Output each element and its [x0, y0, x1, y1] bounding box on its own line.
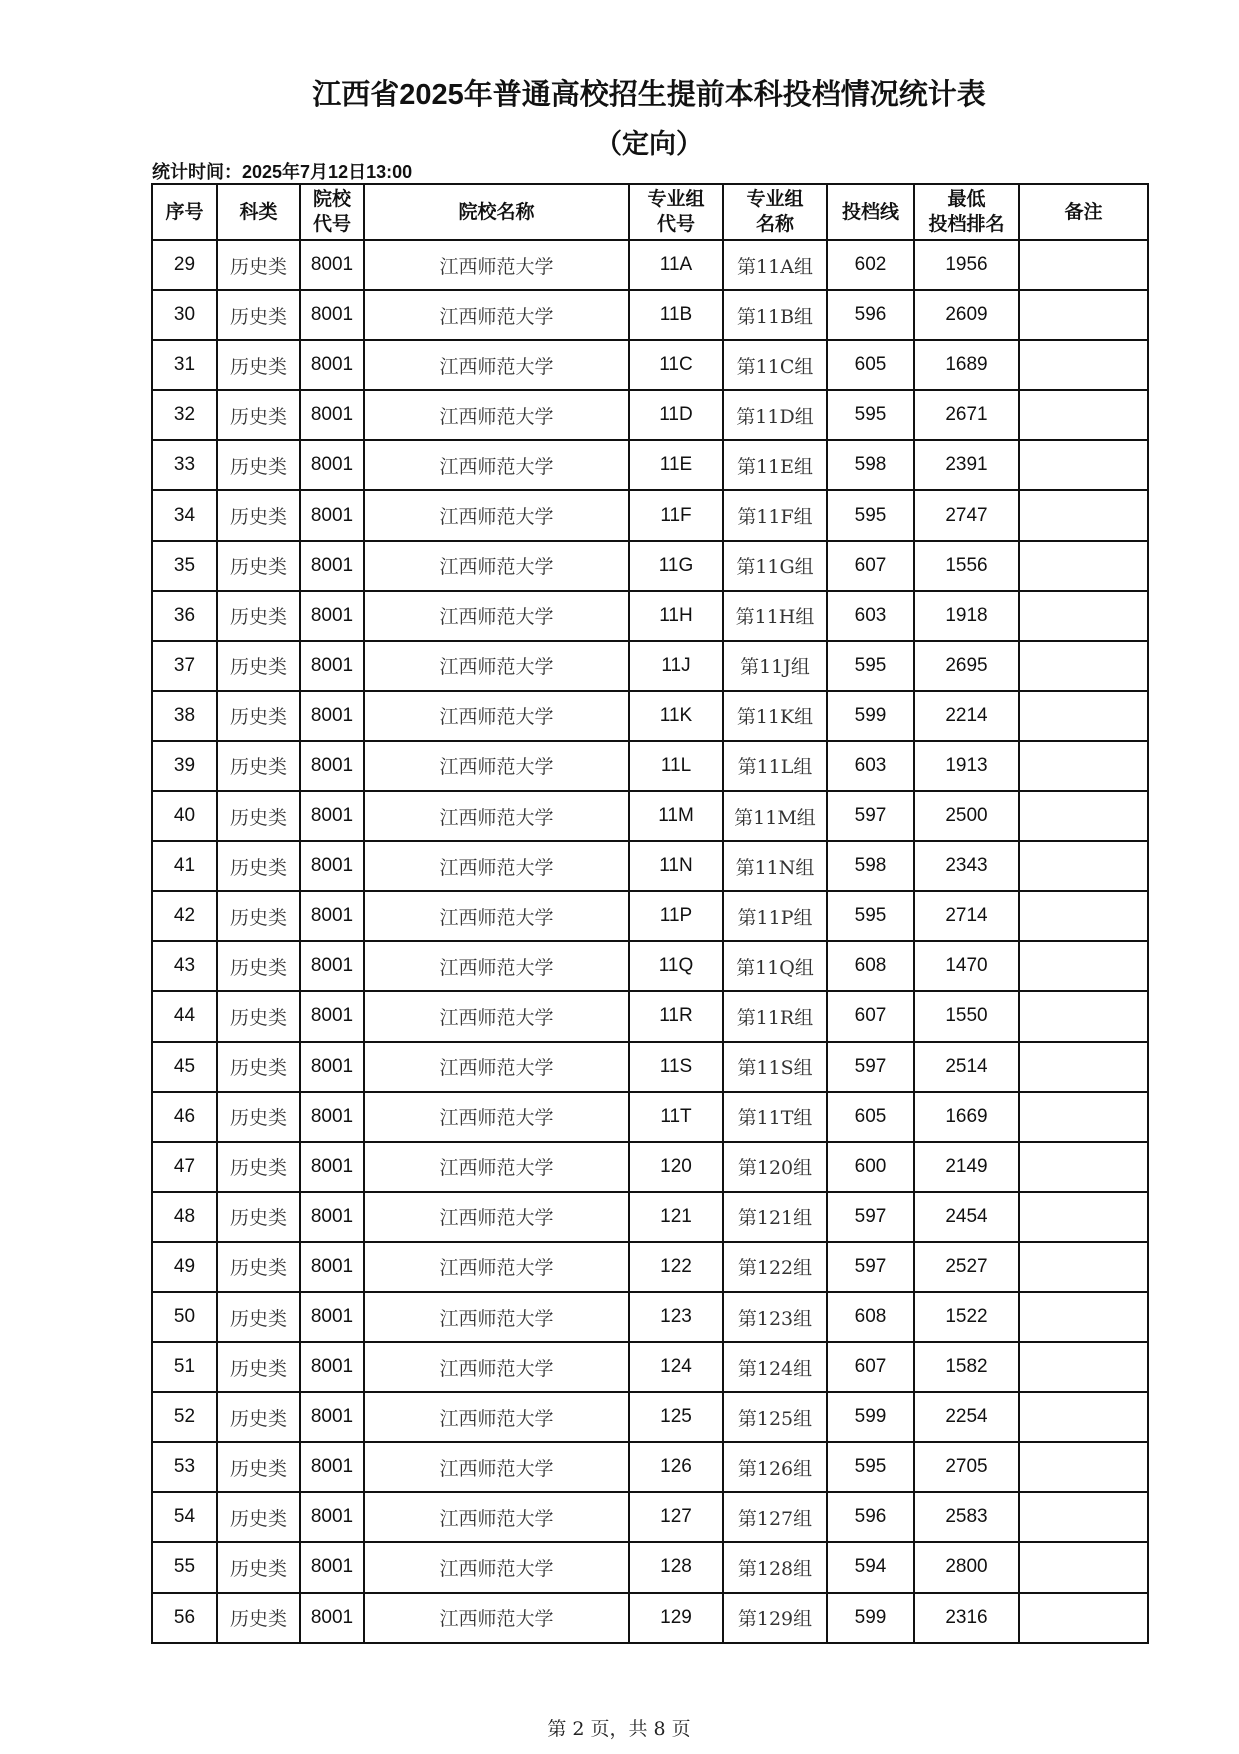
cell-min-rank: 2800: [914, 1542, 1019, 1592]
cell-remark: [1019, 891, 1148, 941]
cell-min-rank: 1918: [914, 591, 1019, 641]
cell-min-rank: 1582: [914, 1342, 1019, 1392]
cell-category: 历史类: [217, 1392, 300, 1442]
table-row: [152, 1442, 1148, 1492]
cell-group-code: 11Q: [629, 941, 723, 991]
cell-group-code: 11A: [629, 240, 723, 290]
cell-remark: [1019, 1492, 1148, 1542]
cell-school-code: 8001: [300, 1542, 364, 1592]
cell-seq: 42: [152, 891, 217, 941]
cell-school-name: 江西师范大学: [364, 1142, 629, 1192]
cell-category: 历史类: [217, 641, 300, 691]
cell-group-name: 第11J组: [723, 641, 827, 691]
cell-seq: 31: [152, 340, 217, 390]
cell-seq: 41: [152, 841, 217, 891]
cell-remark: [1019, 991, 1148, 1041]
cell-school-name: 江西师范大学: [364, 1492, 629, 1542]
cell-group-name: 第11M组: [723, 791, 827, 841]
cell-category: 历史类: [217, 1593, 300, 1643]
cell-remark: [1019, 1442, 1148, 1492]
cell-school-name: 江西师范大学: [364, 841, 629, 891]
cell-cutoff: 597: [827, 1192, 914, 1242]
cell-school-code: 8001: [300, 1042, 364, 1092]
cell-min-rank: 2609: [914, 290, 1019, 340]
cell-seq: 32: [152, 390, 217, 440]
cell-school-name: 江西师范大学: [364, 240, 629, 290]
cell-school-name: 江西师范大学: [364, 440, 629, 490]
cell-remark: [1019, 390, 1148, 440]
cell-cutoff: 602: [827, 240, 914, 290]
cell-cutoff: 608: [827, 1292, 914, 1342]
cell-min-rank: 1522: [914, 1292, 1019, 1342]
cell-seq: 47: [152, 1142, 217, 1192]
cell-group-code: 11E: [629, 440, 723, 490]
cell-cutoff: 596: [827, 290, 914, 340]
cell-group-name: 第126组: [723, 1442, 827, 1492]
stat-time: 统计时间：2025年7月12日13:00: [152, 162, 413, 182]
cell-seq: 55: [152, 1542, 217, 1592]
cell-group-code: 11D: [629, 390, 723, 440]
cell-min-rank: 1550: [914, 991, 1019, 1041]
cell-remark: [1019, 591, 1148, 641]
cell-min-rank: 2454: [914, 1192, 1019, 1242]
cell-group-code: 11P: [629, 891, 723, 941]
cell-category: 历史类: [217, 1242, 300, 1292]
table-row: [152, 1593, 1148, 1643]
cell-category: 历史类: [217, 991, 300, 1041]
cell-group-name: 第11H组: [723, 591, 827, 641]
cell-cutoff: 596: [827, 1492, 914, 1542]
cell-group-code: 124: [629, 1342, 723, 1392]
cell-group-name: 第11N组: [723, 841, 827, 891]
cell-min-rank: 2695: [914, 641, 1019, 691]
cell-seq: 43: [152, 941, 217, 991]
cell-group-code: 11H: [629, 591, 723, 641]
cell-remark: [1019, 490, 1148, 540]
cell-category: 历史类: [217, 390, 300, 440]
cell-school-code: 8001: [300, 340, 364, 390]
cell-group-name: 第11A组: [723, 240, 827, 290]
cell-seq: 52: [152, 1392, 217, 1442]
cell-remark: [1019, 1092, 1148, 1142]
cell-group-code: 123: [629, 1292, 723, 1342]
cell-cutoff: 608: [827, 941, 914, 991]
page-title: 江西省2025年普通高校招生提前本科投档情况统计表: [312, 79, 986, 111]
cell-school-code: 8001: [300, 1192, 364, 1242]
cell-remark: [1019, 240, 1148, 290]
cell-remark: [1019, 290, 1148, 340]
cell-school-name: 江西师范大学: [364, 1542, 629, 1592]
cell-category: 历史类: [217, 741, 300, 791]
cell-remark: [1019, 1242, 1148, 1292]
table-row: [152, 1342, 1148, 1392]
cell-school-code: 8001: [300, 1392, 364, 1442]
cell-seq: 35: [152, 541, 217, 591]
cell-min-rank: 2671: [914, 390, 1019, 440]
cell-min-rank: 2514: [914, 1042, 1019, 1092]
cell-min-rank: 1470: [914, 941, 1019, 991]
cell-group-name: 第11D组: [723, 390, 827, 440]
cell-group-name: 第129组: [723, 1593, 827, 1643]
cell-category: 历史类: [217, 1292, 300, 1342]
cell-school-code: 8001: [300, 1292, 364, 1342]
cell-group-name: 第11B组: [723, 290, 827, 340]
cell-group-code: 11K: [629, 691, 723, 741]
cell-group-code: 11G: [629, 541, 723, 591]
cell-group-code: 11B: [629, 290, 723, 340]
cell-school-code: 8001: [300, 490, 364, 540]
cell-school-name: 江西师范大学: [364, 591, 629, 641]
cell-min-rank: 2214: [914, 691, 1019, 741]
cell-remark: [1019, 841, 1148, 891]
table-row: [152, 591, 1148, 641]
table-row: [152, 1292, 1148, 1342]
header-group-code: 专业组 代号: [629, 184, 723, 240]
cell-school-code: 8001: [300, 891, 364, 941]
table-row: [152, 340, 1148, 390]
table-row: [152, 490, 1148, 540]
cell-remark: [1019, 1342, 1148, 1392]
cell-min-rank: 2583: [914, 1492, 1019, 1542]
cell-school-code: 8001: [300, 440, 364, 490]
cell-min-rank: 1669: [914, 1092, 1019, 1142]
cell-min-rank: 1913: [914, 741, 1019, 791]
cell-seq: 51: [152, 1342, 217, 1392]
cell-group-name: 第11Q组: [723, 941, 827, 991]
cell-seq: 30: [152, 290, 217, 340]
cell-category: 历史类: [217, 440, 300, 490]
table-row: [152, 1192, 1148, 1242]
header-school-name: 院校名称: [364, 184, 629, 240]
cell-school-name: 江西师范大学: [364, 1392, 629, 1442]
cell-school-code: 8001: [300, 1092, 364, 1142]
cell-min-rank: 2254: [914, 1392, 1019, 1442]
table-row: [152, 390, 1148, 440]
cell-school-name: 江西师范大学: [364, 891, 629, 941]
cell-group-code: 11S: [629, 1042, 723, 1092]
cell-school-name: 江西师范大学: [364, 1342, 629, 1392]
cell-school-code: 8001: [300, 1142, 364, 1192]
cell-cutoff: 599: [827, 1593, 914, 1643]
page-footer: 第 2 页，共 8 页: [547, 1718, 691, 1740]
cell-cutoff: 595: [827, 1442, 914, 1492]
cell-seq: 38: [152, 691, 217, 741]
table-row: [152, 440, 1148, 490]
header-category: 科类: [217, 184, 300, 240]
cell-group-code: 128: [629, 1542, 723, 1592]
cell-cutoff: 607: [827, 1342, 914, 1392]
cell-category: 历史类: [217, 791, 300, 841]
cell-group-code: 11C: [629, 340, 723, 390]
cell-group-name: 第128组: [723, 1542, 827, 1592]
cell-group-name: 第11G组: [723, 541, 827, 591]
cell-remark: [1019, 741, 1148, 791]
cell-category: 历史类: [217, 941, 300, 991]
cell-school-name: 江西师范大学: [364, 1442, 629, 1492]
cell-seq: 34: [152, 490, 217, 540]
cell-category: 历史类: [217, 1342, 300, 1392]
table-row: [152, 240, 1148, 290]
cell-school-name: 江西师范大学: [364, 490, 629, 540]
cell-category: 历史类: [217, 340, 300, 390]
table-body: [152, 240, 1148, 1643]
table-row: [152, 841, 1148, 891]
header-school-code: 院校 代号: [300, 184, 364, 240]
cell-cutoff: 595: [827, 490, 914, 540]
cell-group-name: 第120组: [723, 1142, 827, 1192]
cell-min-rank: 2343: [914, 841, 1019, 891]
table-row: [152, 641, 1148, 691]
cell-min-rank: 2149: [914, 1142, 1019, 1192]
cell-remark: [1019, 941, 1148, 991]
cell-school-code: 8001: [300, 290, 364, 340]
cell-min-rank: 2500: [914, 791, 1019, 841]
cell-min-rank: 1689: [914, 340, 1019, 390]
table-row: [152, 541, 1148, 591]
cell-remark: [1019, 1142, 1148, 1192]
cell-seq: 39: [152, 741, 217, 791]
cell-group-name: 第11K组: [723, 691, 827, 741]
cell-group-name: 第124组: [723, 1342, 827, 1392]
cell-group-code: 11J: [629, 641, 723, 691]
cell-category: 历史类: [217, 1492, 300, 1542]
header-seq: 序号: [152, 184, 217, 240]
cell-category: 历史类: [217, 591, 300, 641]
table-row: [152, 1492, 1148, 1542]
cell-school-name: 江西师范大学: [364, 290, 629, 340]
cell-min-rank: 1556: [914, 541, 1019, 591]
cell-cutoff: 598: [827, 841, 914, 891]
cell-group-name: 第127组: [723, 1492, 827, 1542]
table-row: [152, 991, 1148, 1041]
cell-cutoff: 599: [827, 691, 914, 741]
cell-group-code: 129: [629, 1593, 723, 1643]
cell-remark: [1019, 440, 1148, 490]
cell-group-name: 第125组: [723, 1392, 827, 1442]
cell-school-name: 江西师范大学: [364, 1292, 629, 1342]
cell-group-code: 122: [629, 1242, 723, 1292]
cell-min-rank: 2747: [914, 490, 1019, 540]
cell-category: 历史类: [217, 1192, 300, 1242]
table-row: [152, 941, 1148, 991]
cell-group-name: 第11R组: [723, 991, 827, 1041]
cell-category: 历史类: [217, 891, 300, 941]
cell-group-code: 120: [629, 1142, 723, 1192]
cell-remark: [1019, 541, 1148, 591]
cell-category: 历史类: [217, 841, 300, 891]
cell-remark: [1019, 340, 1148, 390]
cell-remark: [1019, 1042, 1148, 1092]
cell-min-rank: 2527: [914, 1242, 1019, 1292]
table-row: [152, 1542, 1148, 1592]
cell-group-code: 11F: [629, 490, 723, 540]
cell-school-name: 江西师范大学: [364, 691, 629, 741]
cell-cutoff: 605: [827, 1092, 914, 1142]
cell-min-rank: 2705: [914, 1442, 1019, 1492]
cell-remark: [1019, 641, 1148, 691]
cell-group-name: 第11S组: [723, 1042, 827, 1092]
cell-remark: [1019, 791, 1148, 841]
cell-category: 历史类: [217, 490, 300, 540]
header-remark: 备注: [1019, 184, 1148, 240]
cell-group-name: 第11T组: [723, 1092, 827, 1142]
cell-school-name: 江西师范大学: [364, 390, 629, 440]
cell-school-name: 江西师范大学: [364, 1092, 629, 1142]
cell-category: 历史类: [217, 691, 300, 741]
cell-school-name: 江西师范大学: [364, 1242, 629, 1292]
cell-school-code: 8001: [300, 1242, 364, 1292]
cell-group-name: 第11C组: [723, 340, 827, 390]
cell-school-code: 8001: [300, 591, 364, 641]
cell-category: 历史类: [217, 1442, 300, 1492]
cell-cutoff: 597: [827, 791, 914, 841]
cell-school-code: 8001: [300, 791, 364, 841]
cell-group-code: 121: [629, 1192, 723, 1242]
cell-group-name: 第11F组: [723, 490, 827, 540]
cell-seq: 50: [152, 1292, 217, 1342]
cell-category: 历史类: [217, 541, 300, 591]
cell-school-name: 江西师范大学: [364, 340, 629, 390]
cell-cutoff: 597: [827, 1042, 914, 1092]
cell-seq: 49: [152, 1242, 217, 1292]
cell-school-code: 8001: [300, 941, 364, 991]
cell-seq: 54: [152, 1492, 217, 1542]
cell-seq: 44: [152, 991, 217, 1041]
cell-cutoff: 607: [827, 991, 914, 1041]
cell-school-code: 8001: [300, 240, 364, 290]
table-row: [152, 1092, 1148, 1142]
cell-school-name: 江西师范大学: [364, 641, 629, 691]
table-row: [152, 691, 1148, 741]
cell-school-code: 8001: [300, 841, 364, 891]
cell-cutoff: 595: [827, 641, 914, 691]
cell-school-code: 8001: [300, 741, 364, 791]
header-cutoff: 投档线: [827, 184, 914, 240]
cell-group-name: 第122组: [723, 1242, 827, 1292]
cell-school-name: 江西师范大学: [364, 941, 629, 991]
cell-min-rank: 1956: [914, 240, 1019, 290]
page-subtitle: （定向）: [595, 129, 703, 159]
cell-group-name: 第121组: [723, 1192, 827, 1242]
cell-school-name: 江西师范大学: [364, 741, 629, 791]
cell-seq: 45: [152, 1042, 217, 1092]
table-row: [152, 1242, 1148, 1292]
cell-cutoff: 605: [827, 340, 914, 390]
cell-category: 历史类: [217, 1142, 300, 1192]
cell-min-rank: 2316: [914, 1593, 1019, 1643]
cell-school-code: 8001: [300, 641, 364, 691]
cell-group-code: 11M: [629, 791, 723, 841]
cell-group-name: 第11E组: [723, 440, 827, 490]
cell-school-name: 江西师范大学: [364, 791, 629, 841]
cell-cutoff: 594: [827, 1542, 914, 1592]
cell-school-name: 江西师范大学: [364, 991, 629, 1041]
cell-school-code: 8001: [300, 1492, 364, 1542]
table-row: [152, 891, 1148, 941]
cell-min-rank: 2391: [914, 440, 1019, 490]
cell-remark: [1019, 1392, 1148, 1442]
cell-group-code: 11R: [629, 991, 723, 1041]
cell-group-code: 11L: [629, 741, 723, 791]
cell-school-code: 8001: [300, 691, 364, 741]
cell-min-rank: 2714: [914, 891, 1019, 941]
cell-school-code: 8001: [300, 1442, 364, 1492]
cell-school-name: 江西师范大学: [364, 541, 629, 591]
cell-group-code: 11T: [629, 1092, 723, 1142]
cell-remark: [1019, 691, 1148, 741]
cell-seq: 36: [152, 591, 217, 641]
cell-category: 历史类: [217, 1542, 300, 1592]
cell-remark: [1019, 1192, 1148, 1242]
table-row: [152, 1042, 1148, 1092]
cell-school-code: 8001: [300, 1593, 364, 1643]
cell-cutoff: 603: [827, 591, 914, 641]
cell-school-code: 8001: [300, 390, 364, 440]
table-row: [152, 1392, 1148, 1442]
cell-seq: 56: [152, 1593, 217, 1643]
cell-group-code: 11N: [629, 841, 723, 891]
cell-cutoff: 603: [827, 741, 914, 791]
cell-remark: [1019, 1292, 1148, 1342]
header-group-name: 专业组 名称: [723, 184, 827, 240]
cell-category: 历史类: [217, 290, 300, 340]
cell-category: 历史类: [217, 240, 300, 290]
cell-school-name: 江西师范大学: [364, 1192, 629, 1242]
cell-seq: 48: [152, 1192, 217, 1242]
cell-cutoff: 595: [827, 891, 914, 941]
cell-remark: [1019, 1593, 1148, 1643]
cell-school-name: 江西师范大学: [364, 1593, 629, 1643]
table-row: [152, 741, 1148, 791]
cell-cutoff: 607: [827, 541, 914, 591]
cell-remark: [1019, 1542, 1148, 1592]
cell-group-code: 126: [629, 1442, 723, 1492]
cell-cutoff: 599: [827, 1392, 914, 1442]
header-min-rank: 最低 投档排名: [914, 184, 1019, 240]
cell-seq: 33: [152, 440, 217, 490]
cell-seq: 37: [152, 641, 217, 691]
cell-school-name: 江西师范大学: [364, 1042, 629, 1092]
cell-seq: 46: [152, 1092, 217, 1142]
cell-seq: 40: [152, 791, 217, 841]
cell-cutoff: 598: [827, 440, 914, 490]
cell-cutoff: 595: [827, 390, 914, 440]
cell-group-code: 125: [629, 1392, 723, 1442]
table-row: [152, 791, 1148, 841]
cell-cutoff: 597: [827, 1242, 914, 1292]
cell-category: 历史类: [217, 1042, 300, 1092]
cell-group-name: 第123组: [723, 1292, 827, 1342]
cell-group-name: 第11L组: [723, 741, 827, 791]
table-row: [152, 290, 1148, 340]
cell-school-code: 8001: [300, 991, 364, 1041]
cell-seq: 29: [152, 240, 217, 290]
cell-school-code: 8001: [300, 541, 364, 591]
admission-table: [151, 183, 1149, 1644]
cell-school-code: 8001: [300, 1342, 364, 1392]
cell-cutoff: 600: [827, 1142, 914, 1192]
cell-group-name: 第11P组: [723, 891, 827, 941]
cell-category: 历史类: [217, 1092, 300, 1142]
table-header-row: [152, 184, 1148, 240]
cell-seq: 53: [152, 1442, 217, 1492]
table-row: [152, 1142, 1148, 1192]
cell-group-code: 127: [629, 1492, 723, 1542]
